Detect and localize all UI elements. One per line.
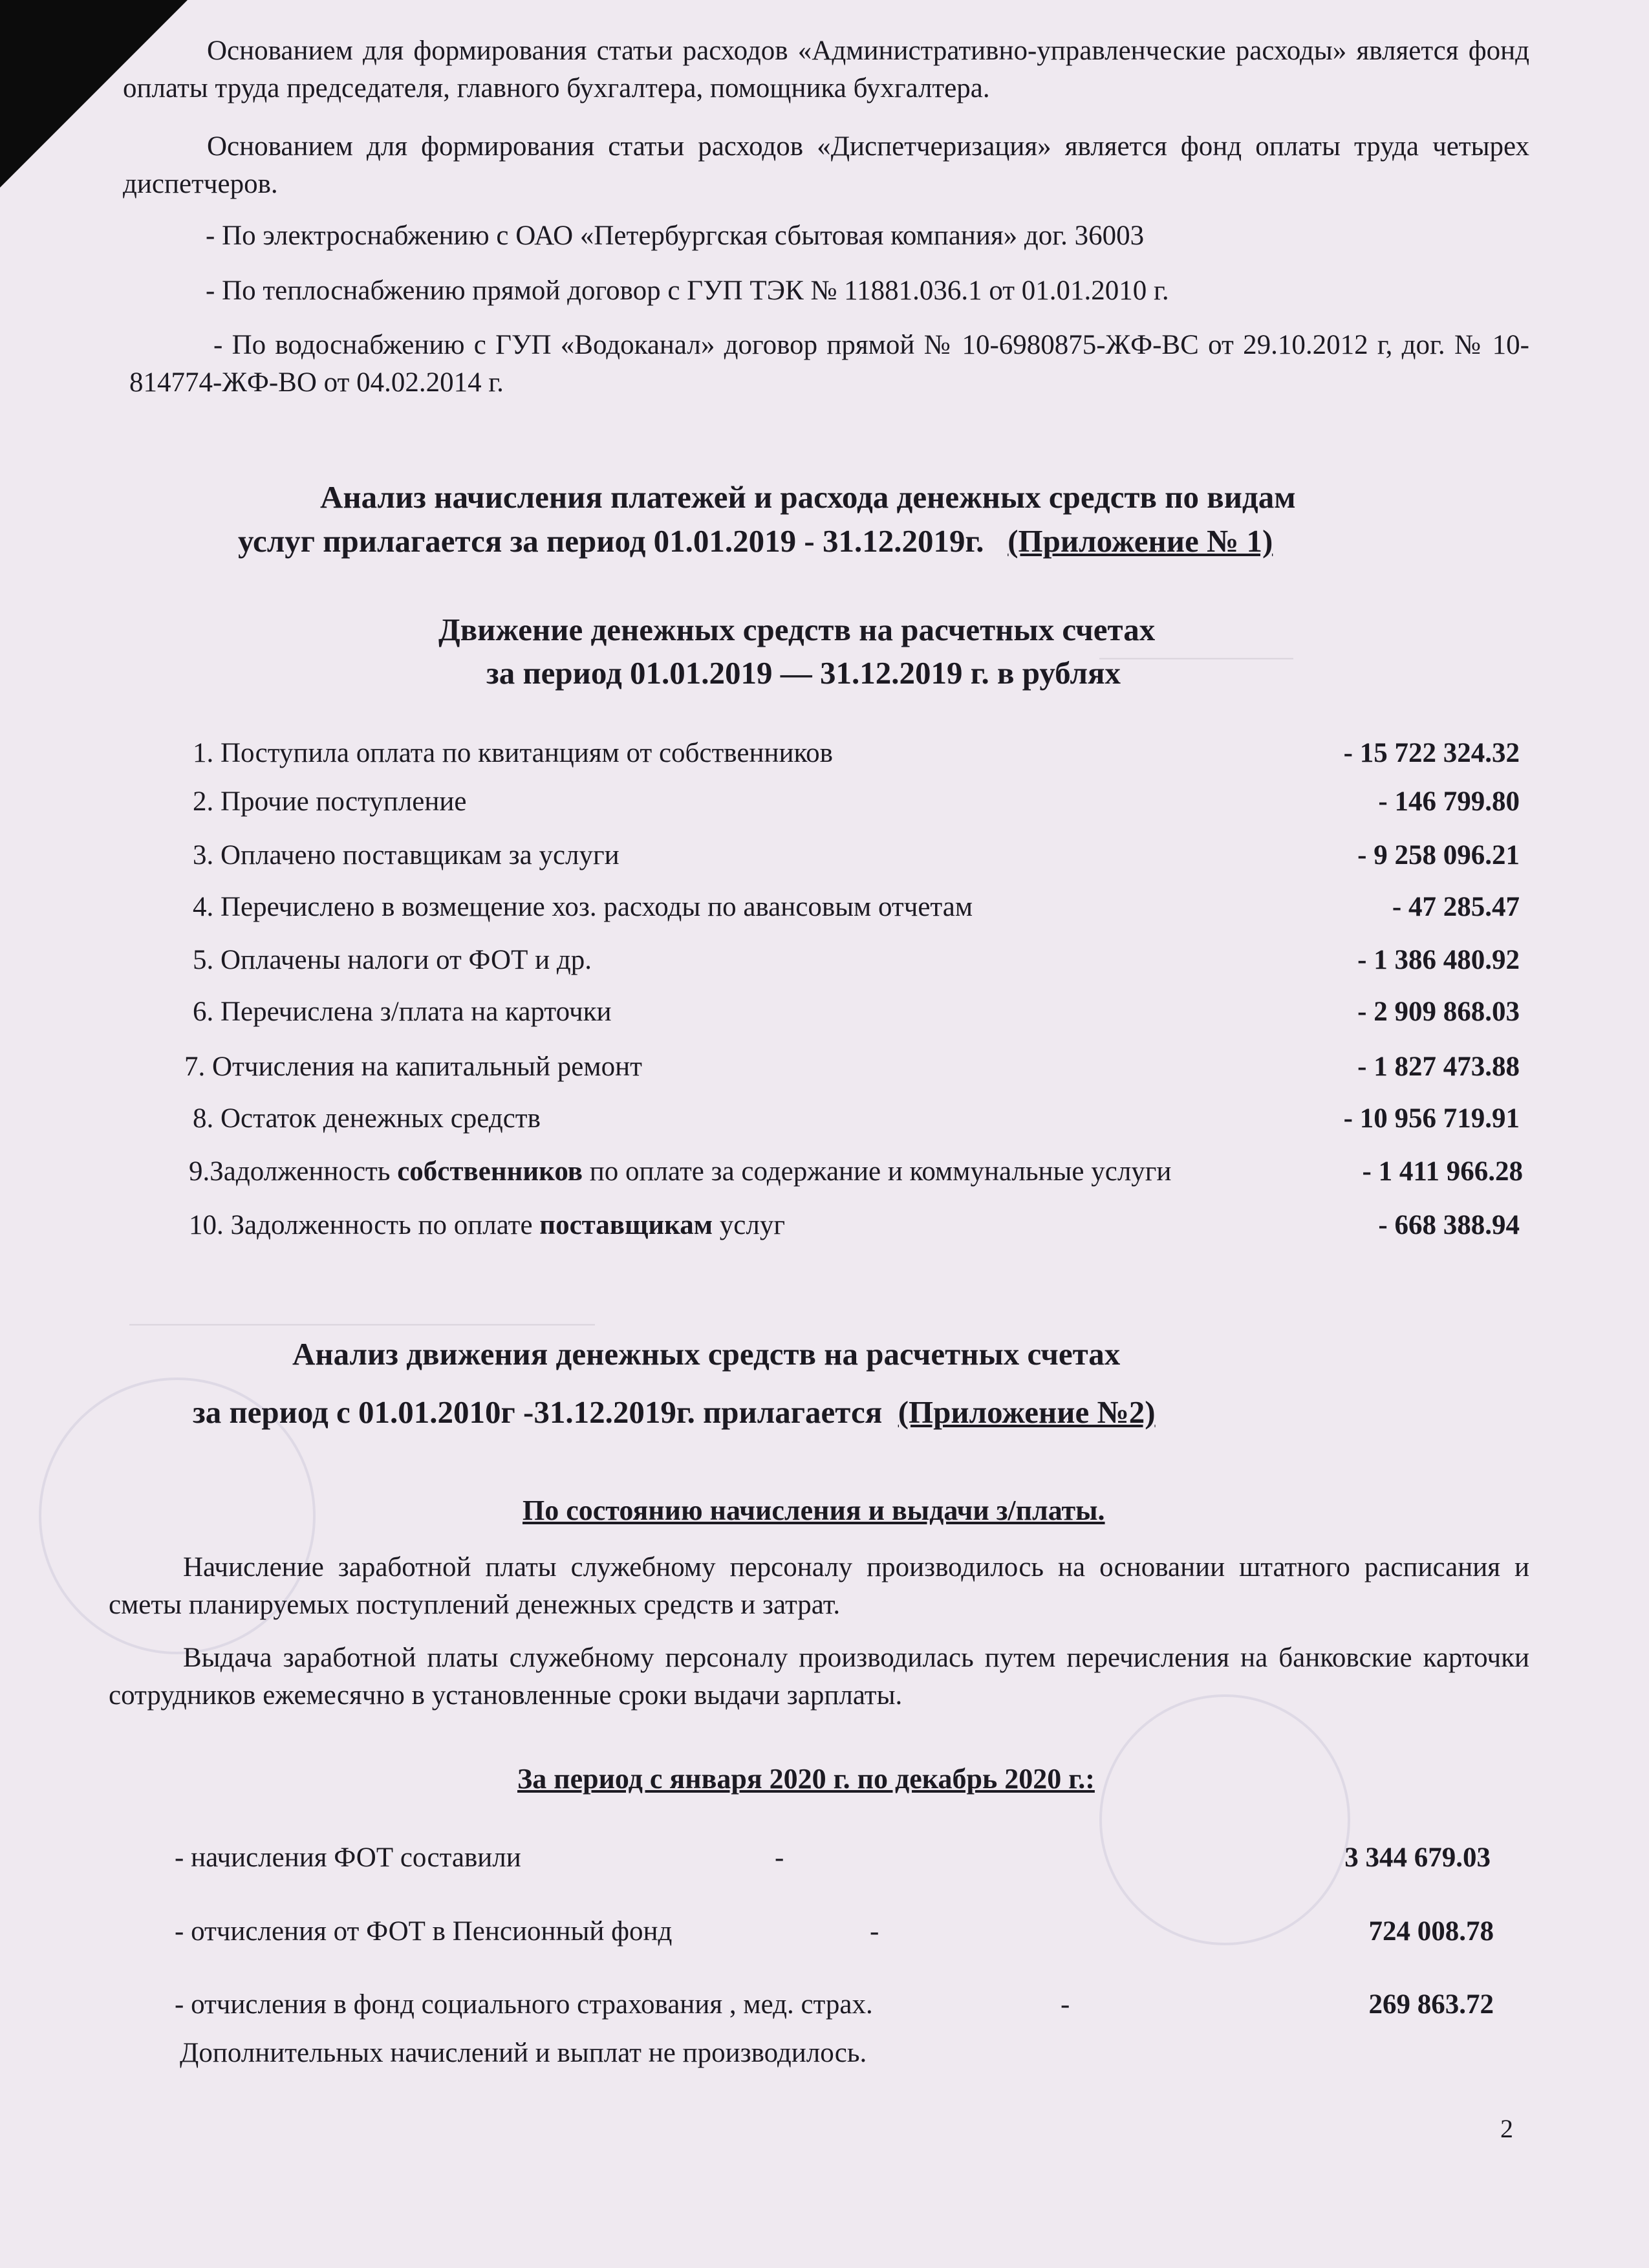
cash-flow-label-pre: 10. Задолженность по оплате [189,1210,540,1240]
paragraph-admin-expenses: Основанием для формирования статьи расходов «Административно-управленческие расходы» является фонд оплаты труда председателя, главного бухгалтера, помощника бухгалтера. [123,36,1529,103]
closing-note: Дополнительных начислений и выплат не производилось. [180,2038,867,2068]
line-electricity: - По электроснабжению с ОАО «Петербургская сбытовая компания» дог. 36003 [206,221,1145,251]
cash-flow-row [0,737,1649,776]
cash-flow-label: 3. Оплачено поставщикам за услуги [193,840,620,870]
appendix-2-ref: (Приложение №2) [898,1394,1156,1430]
cash-flow-amount: - 47 285.47 [1392,892,1520,922]
cash-flow-amount: - 146 799.80 [1378,786,1520,817]
salary-row [0,1989,1649,2027]
heading-cash-flow-period: за период 01.01.2019 — 31.12.2019 г. в рублях [486,655,1121,691]
cash-flow-amount: - 15 722 324.32 [1343,738,1520,768]
cash-flow-row [0,944,1649,983]
heading-salary-status: По состоянию начисления и выдачи з/платы. [523,1495,1105,1526]
salary-amount: 724 008.78 [1368,1916,1494,1947]
cash-flow-label: 5. Оплачены налоги от ФОТ и др. [193,945,592,975]
page-number: 2 [1500,2114,1513,2143]
cash-flow-row [0,839,1649,878]
cash-flow-label-bold: собственников [397,1156,583,1187]
cash-flow-label-post: услуг [713,1210,785,1240]
reverse-side-bleed: ———————————————————————— [129,1313,595,1334]
heading-analysis-2019-line2 [238,523,1273,559]
salary-label: - отчисления от ФОТ в Пенсионный фонд [175,1916,673,1947]
cash-flow-label: 8. Остаток денежных средств [193,1103,541,1134]
paragraph-salary-accrual: Начисление заработной платы служебному персоналу производилось на основании штатного расписания и сметы планируемых поступлений денежных средств и затрат. [109,1552,1529,1620]
cash-flow-amount: - 10 956 719.91 [1343,1103,1520,1134]
heading-analysis-2019: Анализ начисления платежей и расхода денежных средств по видам [320,479,1296,515]
cash-flow-label: 4. Перечислено в возмещение хоз. расходы по авансовым отчетам [193,892,973,922]
appendix-1-ref: (Приложение № 1) [1008,523,1273,559]
cash-flow-amount: - 668 388.94 [1378,1210,1520,1240]
salary-dash: - [1061,1989,1070,2020]
salary-amount: 269 863.72 [1368,1989,1494,2020]
line-heating: - По теплоснабжению прямой договор с ГУП ТЭК № 11881.036.1 от 01.01.2010 г. [206,275,1169,306]
cash-flow-label [189,1209,785,1241]
reverse-side-bleed: —————————— [1099,647,1293,668]
heading-cash-analysis: Анализ движения денежных средств на расчетных счетах [292,1336,1121,1372]
salary-label: - отчисления в фонд социального страхования , мед. страх. [175,1989,873,2020]
salary-amount: 3 344 679.03 [1344,1842,1491,1873]
paragraph-dispatch-expenses: Основанием для формирования статьи расходов «Диспетчеризация» является фонд оплаты труда четырех диспетчеров. [123,131,1529,199]
cash-flow-row [0,1103,1649,1141]
cash-flow-label-post: по оплате за содержание и коммунальные услуги [583,1156,1172,1187]
cash-flow-amount: - 1 386 480.92 [1357,945,1520,975]
heading-cash-flow: Движение денежных средств на расчетных счетах [438,612,1156,647]
cash-flow-label: 7. Отчисления на капитальный ремонт [184,1052,642,1082]
cash-flow-row [0,1156,1649,1194]
salary-row [0,1842,1649,1881]
heading-salary-period: За период с января 2020 г. по декабрь 2020 г.: [517,1763,1095,1795]
cash-flow-row [0,786,1649,825]
heading-period-2010: за период с 01.01.2010г -31.12.2019г. прилагается [193,1394,883,1430]
cash-flow-label: 1. Поступила оплата по квитанциям от собственников [193,738,833,768]
heading-period: услуг прилагается за период 01.01.2019 - 31.12.2019г. [238,523,984,559]
paragraph-water: - По водоснабжению с ГУП «Водоканал» договор прямой № 10-6980875-ЖФ-ВС от 29.10.2012 г, дог. № 10-814774-ЖФ-ВО от 04.02.2014 г. [129,330,1529,398]
cash-flow-label-pre: 9.Задолженность [189,1156,398,1187]
cash-flow-label-bold: поставщикам [539,1210,713,1240]
cash-flow-amount: - 9 258 096.21 [1357,840,1520,870]
salary-row [0,1916,1649,1954]
cash-flow-label: 6. Перечислена з/плата на карточки [193,997,612,1027]
salary-dash: - [870,1916,879,1947]
salary-label: - начисления ФОТ составили [175,1842,521,1873]
cash-flow-amount: - 1 827 473.88 [1357,1052,1520,1082]
cash-flow-label: 2. Прочие поступление [193,786,467,817]
salary-dash: - [775,1842,784,1873]
cash-flow-amount: - 2 909 868.03 [1357,997,1520,1027]
stamp-ghost [1099,1694,1350,1945]
cash-flow-label [189,1156,1171,1187]
cash-flow-row [0,891,1649,930]
cash-flow-amount: - 1 411 966.28 [1362,1156,1523,1187]
cash-flow-row [0,1051,1649,1090]
cash-flow-row [0,996,1649,1035]
cash-flow-row [0,1209,1649,1248]
heading-cash-analysis-line2 [193,1394,1156,1431]
paragraph-salary-payment: Выдача заработной платы служебному персоналу производилась путем перечисления на банковские карточки сотрудников ежемесячно в установленные сроки выдачи зарплаты. [109,1643,1529,1711]
